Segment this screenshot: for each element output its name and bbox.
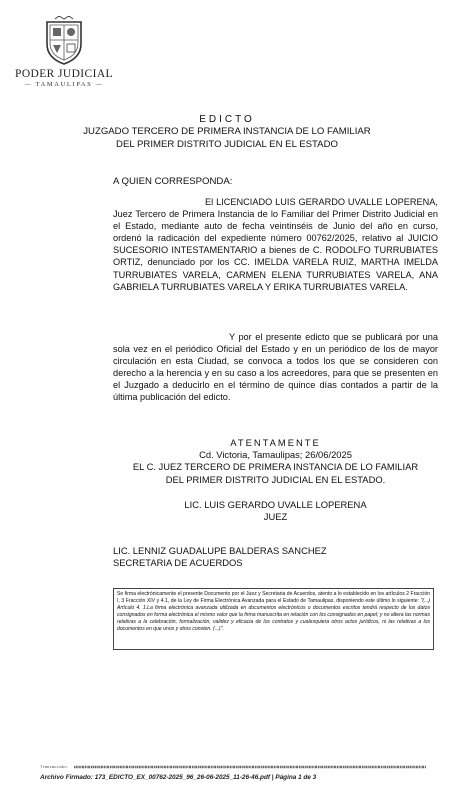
court-line-1: JUZGADO TERCERO DE PRIMERA INSTANCIA DE LO FAMILIAR xyxy=(83,126,371,137)
file-name: 173_EDICTO_EX_00762-2025_96_26-06-2025_11-26-46.pdf xyxy=(94,774,270,781)
poder-judicial-logo xyxy=(14,16,114,88)
transaction-line xyxy=(40,764,442,769)
footer-separator: | xyxy=(271,774,274,781)
paragraph-2 xyxy=(113,331,438,404)
judge-title: JUEZ xyxy=(263,511,288,523)
notice-text: Se firma electrónicamente el presente Documento por el Juez y Secretaria de Acuerdos, atento a lo establecido en los artículos 2 Fracción I, 3 Fracción XIV y 4.1, de la Ley de Firma Electrónica Avanzada para el Estado de Tamaulipas, disponiendo este último lo siguiente: xyxy=(117,591,430,604)
judge-block xyxy=(113,499,438,523)
paragraph-1 xyxy=(113,196,438,293)
coat-of-arms-icon xyxy=(41,16,87,66)
document-title-text: EDICTO xyxy=(199,114,255,125)
signed-file-footer xyxy=(40,774,316,781)
logo-title: PODER JUDICIAL xyxy=(15,68,113,80)
addressee: A QUIEN CORRESPONDA: xyxy=(113,176,233,187)
notice-italic-text: "(...) Artículo 4. 1.La firma electrónica avanzada utilizada en documentos electrónicos o documentos escritos tendrá respecto de los datos consignados en forma electrónica el mismo valor que la firma manuscrita en relación con los consignados en papel; y no altera las normas relativas a la celebración, formalización, validez y eficacia de los contratos y cualesquiera otros actos jurídicos, ni las relativas a los documentos en que unos y otros consten. (...)". xyxy=(117,598,430,632)
e-signature-notice xyxy=(113,588,434,650)
secretary-title: SECRETARIA DE ACUERDOS xyxy=(113,557,243,569)
transaction-label: Transacción: xyxy=(40,764,69,769)
role-line-1: EL C. JUEZ TERCERO DE PRIMERA INSTANCIA DE LO FAMILIAR xyxy=(132,461,419,473)
logo-subtitle: — TAMAULIPAS — xyxy=(24,81,104,88)
transaction-hash-icon xyxy=(70,765,430,769)
signature-block xyxy=(113,437,438,486)
court-line-2: DEL PRIMER DISTRITO JUDICIAL EN EL ESTADO xyxy=(116,139,338,150)
judge-name: LIC. LUIS GERARDO UVALLE LOPERENA xyxy=(184,499,367,510)
paragraph-2-text: Y por el presente edicto que se publicará por una sola vez en el periódico Oficial del Estado y en un periódico de los de mayor circulación en esta Ciudad, se convoca a todos los que se consideren con derecho a la herencia y en su caso a los acreedores, para que se presenten en el Juzgado a deducirlo en el término de quince días contados a partir de la última publicación del edicto. xyxy=(113,332,438,403)
closing: ATENTAMENTE xyxy=(230,437,321,448)
page-number: Página 1 de 3 xyxy=(275,774,317,781)
place-date: Cd. Victoria, Tamaulipas; 26/06/2025 xyxy=(199,449,352,461)
file-label: Archivo Firmado: xyxy=(40,774,93,781)
paragraph-1-text: El LICENCIADO LUIS GERARDO UVALLE LOPERENA, Juez Tercero de Primera Instancia de lo Familiar del Primer Distrito Judicial en el Estado, mediante auto de fecha veintinséis de Junio del año en curso, ordenó la radicación del expediente número 00762/2025, relativo al JUICIO SUCESORIO INTESTAMENTARIO a bienes de C. RODOLFO TURRUBIATES ORTIZ, denunciado por los CC. IMELDA VARELA RUIZ, MARTHA IMELDA TURRUBIATES VARELA, CARMEN ELENA TURRUBIATES VARELA, ANA GABRIELA TURRUBIATES VARELA Y ERIKA TURRUBIATES VARELA. xyxy=(113,197,438,292)
secretary-name: LIC. LENNIZ GUADALUPE BALDERAS SANCHEZ xyxy=(113,545,327,556)
secretary-block xyxy=(113,545,327,569)
role-line-2: DEL PRIMER DISTRITO JUDICIAL EN EL ESTADO. xyxy=(165,473,386,485)
document-title xyxy=(0,114,454,125)
